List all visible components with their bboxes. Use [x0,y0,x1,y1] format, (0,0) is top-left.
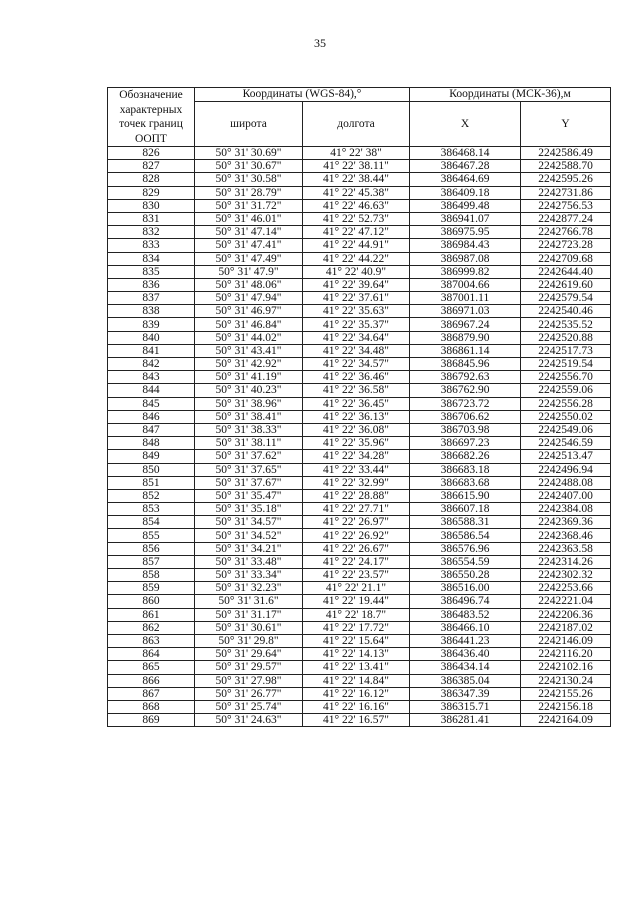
longitude-cell: 41° 22' 34.64" [303,331,410,344]
y-cell: 2242556.70 [521,371,611,384]
latitude-cell: 50° 31' 33.48" [195,555,303,568]
y-cell: 2242488.08 [521,476,611,489]
latitude-cell: 50° 31' 29.8" [195,634,303,647]
latitude-cell: 50° 31' 30.61" [195,621,303,634]
longitude-cell: 41° 22' 26.92" [303,529,410,542]
header-msk36: Координаты (МСК-36),м [410,88,611,102]
latitude-cell: 50° 31' 44.02" [195,331,303,344]
x-cell: 386436.40 [410,648,521,661]
table-row [108,529,611,542]
point-id-cell: 855 [108,529,195,542]
x-cell: 386281.41 [410,714,521,727]
latitude-cell: 50° 31' 46.84" [195,318,303,331]
longitude-cell: 41° 22' 34.57" [303,358,410,371]
x-cell: 387004.66 [410,278,521,291]
latitude-cell: 50° 31' 34.57" [195,516,303,529]
latitude-cell: 50° 31' 31.72" [195,199,303,212]
point-id-cell: 836 [108,278,195,291]
y-cell: 2242407.00 [521,489,611,502]
y-cell: 2242221.04 [521,595,611,608]
longitude-cell: 41° 22' 16.16" [303,700,410,713]
latitude-cell: 50° 31' 29.57" [195,661,303,674]
x-cell: 386706.62 [410,410,521,423]
point-id-cell: 831 [108,212,195,225]
point-id-cell: 839 [108,318,195,331]
longitude-cell: 41° 22' 26.97" [303,516,410,529]
table-row [108,674,611,687]
latitude-cell: 50° 31' 26.77" [195,687,303,700]
y-cell: 2242709.68 [521,252,611,265]
point-id-cell: 868 [108,700,195,713]
latitude-cell: 50° 31' 33.34" [195,569,303,582]
x-cell: 386468.14 [410,147,521,160]
point-id-cell: 842 [108,358,195,371]
table-row [108,542,611,555]
point-id-cell: 834 [108,252,195,265]
table-row [108,450,611,463]
point-id-cell: 865 [108,661,195,674]
table-row [108,595,611,608]
point-id-cell: 840 [108,331,195,344]
x-cell: 386466.10 [410,621,521,634]
table-row [108,318,611,331]
latitude-cell: 50° 31' 46.01" [195,212,303,225]
latitude-cell: 50° 31' 32.23" [195,582,303,595]
point-id-cell: 844 [108,384,195,397]
longitude-cell: 41° 22' 44.91" [303,239,410,252]
header-y: Y [521,102,611,147]
point-id-cell: 864 [108,648,195,661]
table-row [108,476,611,489]
x-cell: 386434.14 [410,661,521,674]
table-row [108,278,611,291]
table-row [108,358,611,371]
header-longitude: долгота [303,102,410,147]
latitude-cell: 50° 31' 46.97" [195,305,303,318]
longitude-cell: 41° 22' 36.08" [303,423,410,436]
latitude-cell: 50° 31' 47.49" [195,252,303,265]
y-cell: 2242586.49 [521,147,611,160]
longitude-cell: 41° 22' 35.96" [303,437,410,450]
point-id-cell: 838 [108,305,195,318]
y-cell: 2242155.26 [521,687,611,700]
point-id-cell: 863 [108,634,195,647]
longitude-cell: 41° 22' 17.72" [303,621,410,634]
x-cell: 386879.90 [410,331,521,344]
point-id-cell: 856 [108,542,195,555]
y-cell: 2242253.66 [521,582,611,595]
y-cell: 2242556.28 [521,397,611,410]
longitude-cell: 41° 22' 52.73" [303,212,410,225]
x-cell: 386984.43 [410,239,521,252]
x-cell: 386315.71 [410,700,521,713]
table-row [108,252,611,265]
point-id-cell: 849 [108,450,195,463]
latitude-cell: 50° 31' 47.14" [195,226,303,239]
longitude-cell: 41° 22' 14.84" [303,674,410,687]
latitude-cell: 50° 31' 41.19" [195,371,303,384]
table-row [108,489,611,502]
latitude-cell: 50° 31' 34.52" [195,529,303,542]
point-id-cell: 853 [108,503,195,516]
latitude-cell: 50° 31' 29.64" [195,648,303,661]
latitude-cell: 50° 31' 31.17" [195,608,303,621]
x-cell: 386615.90 [410,489,521,502]
table-row [108,423,611,436]
y-cell: 2242130.24 [521,674,611,687]
y-cell: 2242116.20 [521,648,611,661]
longitude-cell: 41° 22' 36.13" [303,410,410,423]
table-header [108,88,611,147]
x-cell: 386975.95 [410,226,521,239]
table-row [108,344,611,357]
longitude-cell: 41° 22' 28.88" [303,489,410,502]
longitude-cell: 41° 22' 36.45" [303,397,410,410]
x-cell: 386347.39 [410,687,521,700]
longitude-cell: 41° 22' 32.99" [303,476,410,489]
x-cell: 386682.26 [410,450,521,463]
table-row [108,239,611,252]
x-cell: 386385.04 [410,674,521,687]
x-cell: 386588.31 [410,516,521,529]
y-cell: 2242164.09 [521,714,611,727]
y-cell: 2242520.88 [521,331,611,344]
x-cell: 386576.96 [410,542,521,555]
y-cell: 2242513.47 [521,450,611,463]
point-id-cell: 848 [108,437,195,450]
longitude-cell: 41° 22' 24.17" [303,555,410,568]
x-cell: 386683.18 [410,463,521,476]
table-row [108,384,611,397]
latitude-cell: 50° 31' 35.47" [195,489,303,502]
longitude-cell: 41° 22' 34.48" [303,344,410,357]
longitude-cell: 41° 22' 27.71" [303,503,410,516]
table-row [108,661,611,674]
table-row [108,437,611,450]
y-cell: 2242517.73 [521,344,611,357]
x-cell: 387001.11 [410,292,521,305]
latitude-cell: 50° 31' 27.98" [195,674,303,687]
x-cell: 386683.68 [410,476,521,489]
page-number: 35 [314,36,326,50]
longitude-cell: 41° 22' 21.1" [303,582,410,595]
point-id-cell: 858 [108,569,195,582]
x-cell: 386483.52 [410,608,521,621]
point-id-cell: 860 [108,595,195,608]
y-cell: 2242519.54 [521,358,611,371]
point-id-cell: 829 [108,186,195,199]
y-cell: 2242102.16 [521,661,611,674]
y-cell: 2242156.18 [521,700,611,713]
table-row [108,199,611,212]
y-cell: 2242369.36 [521,516,611,529]
longitude-cell: 41° 22' 35.63" [303,305,410,318]
x-cell: 386467.28 [410,160,521,173]
longitude-cell: 41° 22' 38.44" [303,173,410,186]
point-id-cell: 845 [108,397,195,410]
latitude-cell: 50° 31' 25.74" [195,700,303,713]
y-cell: 2242363.58 [521,542,611,555]
point-id-cell: 841 [108,344,195,357]
latitude-cell: 50° 31' 47.9" [195,265,303,278]
latitude-cell: 50° 31' 38.41" [195,410,303,423]
table-row [108,397,611,410]
y-cell: 2242550.02 [521,410,611,423]
y-cell: 2242314.26 [521,555,611,568]
x-cell: 386845.96 [410,358,521,371]
x-cell: 386792.63 [410,371,521,384]
table-row [108,305,611,318]
point-id-cell: 846 [108,410,195,423]
x-cell: 386723.72 [410,397,521,410]
x-cell: 386516.00 [410,582,521,595]
header-latitude: широта [195,102,303,147]
table-row [108,516,611,529]
point-id-cell: 854 [108,516,195,529]
longitude-cell: 41° 22' 34.28" [303,450,410,463]
latitude-cell: 50° 31' 38.96" [195,397,303,410]
y-cell: 2242588.70 [521,160,611,173]
y-cell: 2242146.09 [521,634,611,647]
y-cell: 2242368.46 [521,529,611,542]
table-row [108,687,611,700]
longitude-cell: 41° 22' 23.57" [303,569,410,582]
latitude-cell: 50° 31' 40.23" [195,384,303,397]
latitude-cell: 50° 31' 30.58" [195,173,303,186]
longitude-cell: 41° 22' 15.64" [303,634,410,647]
latitude-cell: 50° 31' 37.67" [195,476,303,489]
y-cell: 2242549.06 [521,423,611,436]
x-cell: 386499.48 [410,199,521,212]
point-id-cell: 830 [108,199,195,212]
point-id-cell: 862 [108,621,195,634]
y-cell: 2242496.94 [521,463,611,476]
header-designation: Обозначение характерных точек границ ООПТ [108,88,195,147]
x-cell: 386441.23 [410,634,521,647]
y-cell: 2242766.78 [521,226,611,239]
point-id-cell: 835 [108,265,195,278]
y-cell: 2242619.60 [521,278,611,291]
latitude-cell: 50° 31' 28.79" [195,186,303,199]
table-row [108,147,611,160]
latitude-cell: 50° 31' 24.63" [195,714,303,727]
header-x: X [410,102,521,147]
table-row [108,186,611,199]
x-cell: 386941.07 [410,212,521,225]
table-row [108,226,611,239]
x-cell: 386762.90 [410,384,521,397]
longitude-cell: 41° 22' 16.57" [303,714,410,727]
point-id-cell: 850 [108,463,195,476]
longitude-cell: 41° 22' 40.9" [303,265,410,278]
table-row [108,410,611,423]
y-cell: 2242384.08 [521,503,611,516]
table-row [108,621,611,634]
y-cell: 2242559.06 [521,384,611,397]
longitude-cell: 41° 22' 26.67" [303,542,410,555]
point-id-cell: 832 [108,226,195,239]
coordinates-table [107,87,611,727]
y-cell: 2242302.32 [521,569,611,582]
table-row [108,331,611,344]
y-cell: 2242595.26 [521,173,611,186]
x-cell: 386496.74 [410,595,521,608]
point-id-cell: 837 [108,292,195,305]
point-id-cell: 869 [108,714,195,727]
y-cell: 2242579.54 [521,292,611,305]
y-cell: 2242546.59 [521,437,611,450]
point-id-cell: 867 [108,687,195,700]
x-cell: 386586.54 [410,529,521,542]
y-cell: 2242756.53 [521,199,611,212]
x-cell: 386861.14 [410,344,521,357]
x-cell: 386607.18 [410,503,521,516]
latitude-cell: 50° 31' 37.62" [195,450,303,463]
table-row [108,292,611,305]
table-row [108,160,611,173]
longitude-cell: 41° 22' 13.41" [303,661,410,674]
y-cell: 2242731.86 [521,186,611,199]
table-row [108,503,611,516]
point-id-cell: 852 [108,489,195,502]
x-cell: 386464.69 [410,173,521,186]
header-wgs84: Координаты (WGS-84),° [195,88,410,102]
latitude-cell: 50° 31' 31.6" [195,595,303,608]
x-cell: 386409.18 [410,186,521,199]
longitude-cell: 41° 22' 39.64" [303,278,410,291]
longitude-cell: 41° 22' 47.12" [303,226,410,239]
table-row [108,173,611,186]
latitude-cell: 50° 31' 30.67" [195,160,303,173]
table-row [108,212,611,225]
longitude-cell: 41° 22' 33.44" [303,463,410,476]
x-cell: 386967.24 [410,318,521,331]
point-id-cell: 843 [108,371,195,384]
longitude-cell: 41° 22' 37.61" [303,292,410,305]
y-cell: 2242187.02 [521,621,611,634]
longitude-cell: 41° 22' 14.13" [303,648,410,661]
latitude-cell: 50° 31' 30.69" [195,147,303,160]
point-id-cell: 851 [108,476,195,489]
y-cell: 2242206.36 [521,608,611,621]
longitude-cell: 41° 22' 46.63" [303,199,410,212]
table-row [108,371,611,384]
point-id-cell: 866 [108,674,195,687]
point-id-cell: 827 [108,160,195,173]
latitude-cell: 50° 31' 42.92" [195,358,303,371]
longitude-cell: 41° 22' 19.44" [303,595,410,608]
point-id-cell: 857 [108,555,195,568]
longitude-cell: 41° 22' 36.46" [303,371,410,384]
point-id-cell: 861 [108,608,195,621]
y-cell: 2242540.46 [521,305,611,318]
table-row [108,555,611,568]
longitude-cell: 41° 22' 38" [303,147,410,160]
x-cell: 386554.59 [410,555,521,568]
y-cell: 2242877.24 [521,212,611,225]
longitude-cell: 41° 22' 16.12" [303,687,410,700]
x-cell: 386697.23 [410,437,521,450]
table-row [108,648,611,661]
y-cell: 2242723.28 [521,239,611,252]
latitude-cell: 50° 31' 47.41" [195,239,303,252]
x-cell: 386971.03 [410,305,521,318]
point-id-cell: 847 [108,423,195,436]
table-row [108,463,611,476]
point-id-cell: 826 [108,147,195,160]
latitude-cell: 50° 31' 38.11" [195,437,303,450]
latitude-cell: 50° 31' 43.41" [195,344,303,357]
latitude-cell: 50° 31' 47.94" [195,292,303,305]
latitude-cell: 50° 31' 48.06" [195,278,303,291]
x-cell: 386987.08 [410,252,521,265]
latitude-cell: 50° 31' 34.21" [195,542,303,555]
longitude-cell: 41° 22' 38.11" [303,160,410,173]
point-id-cell: 859 [108,582,195,595]
longitude-cell: 41° 22' 45.38" [303,186,410,199]
table-body [108,147,611,727]
table-row [108,700,611,713]
longitude-cell: 41° 22' 44.22" [303,252,410,265]
table-row [108,608,611,621]
table-row [108,265,611,278]
longitude-cell: 41° 22' 35.37" [303,318,410,331]
table-row [108,634,611,647]
x-cell: 386550.28 [410,569,521,582]
y-cell: 2242644.40 [521,265,611,278]
latitude-cell: 50° 31' 38.33" [195,423,303,436]
longitude-cell: 41° 22' 36.58" [303,384,410,397]
table-row [108,714,611,727]
point-id-cell: 833 [108,239,195,252]
table-row [108,569,611,582]
latitude-cell: 50° 31' 37.65" [195,463,303,476]
x-cell: 386703.98 [410,423,521,436]
x-cell: 386999.82 [410,265,521,278]
table-row [108,582,611,595]
longitude-cell: 41° 22' 18.7" [303,608,410,621]
latitude-cell: 50° 31' 35.18" [195,503,303,516]
y-cell: 2242535.52 [521,318,611,331]
point-id-cell: 828 [108,173,195,186]
